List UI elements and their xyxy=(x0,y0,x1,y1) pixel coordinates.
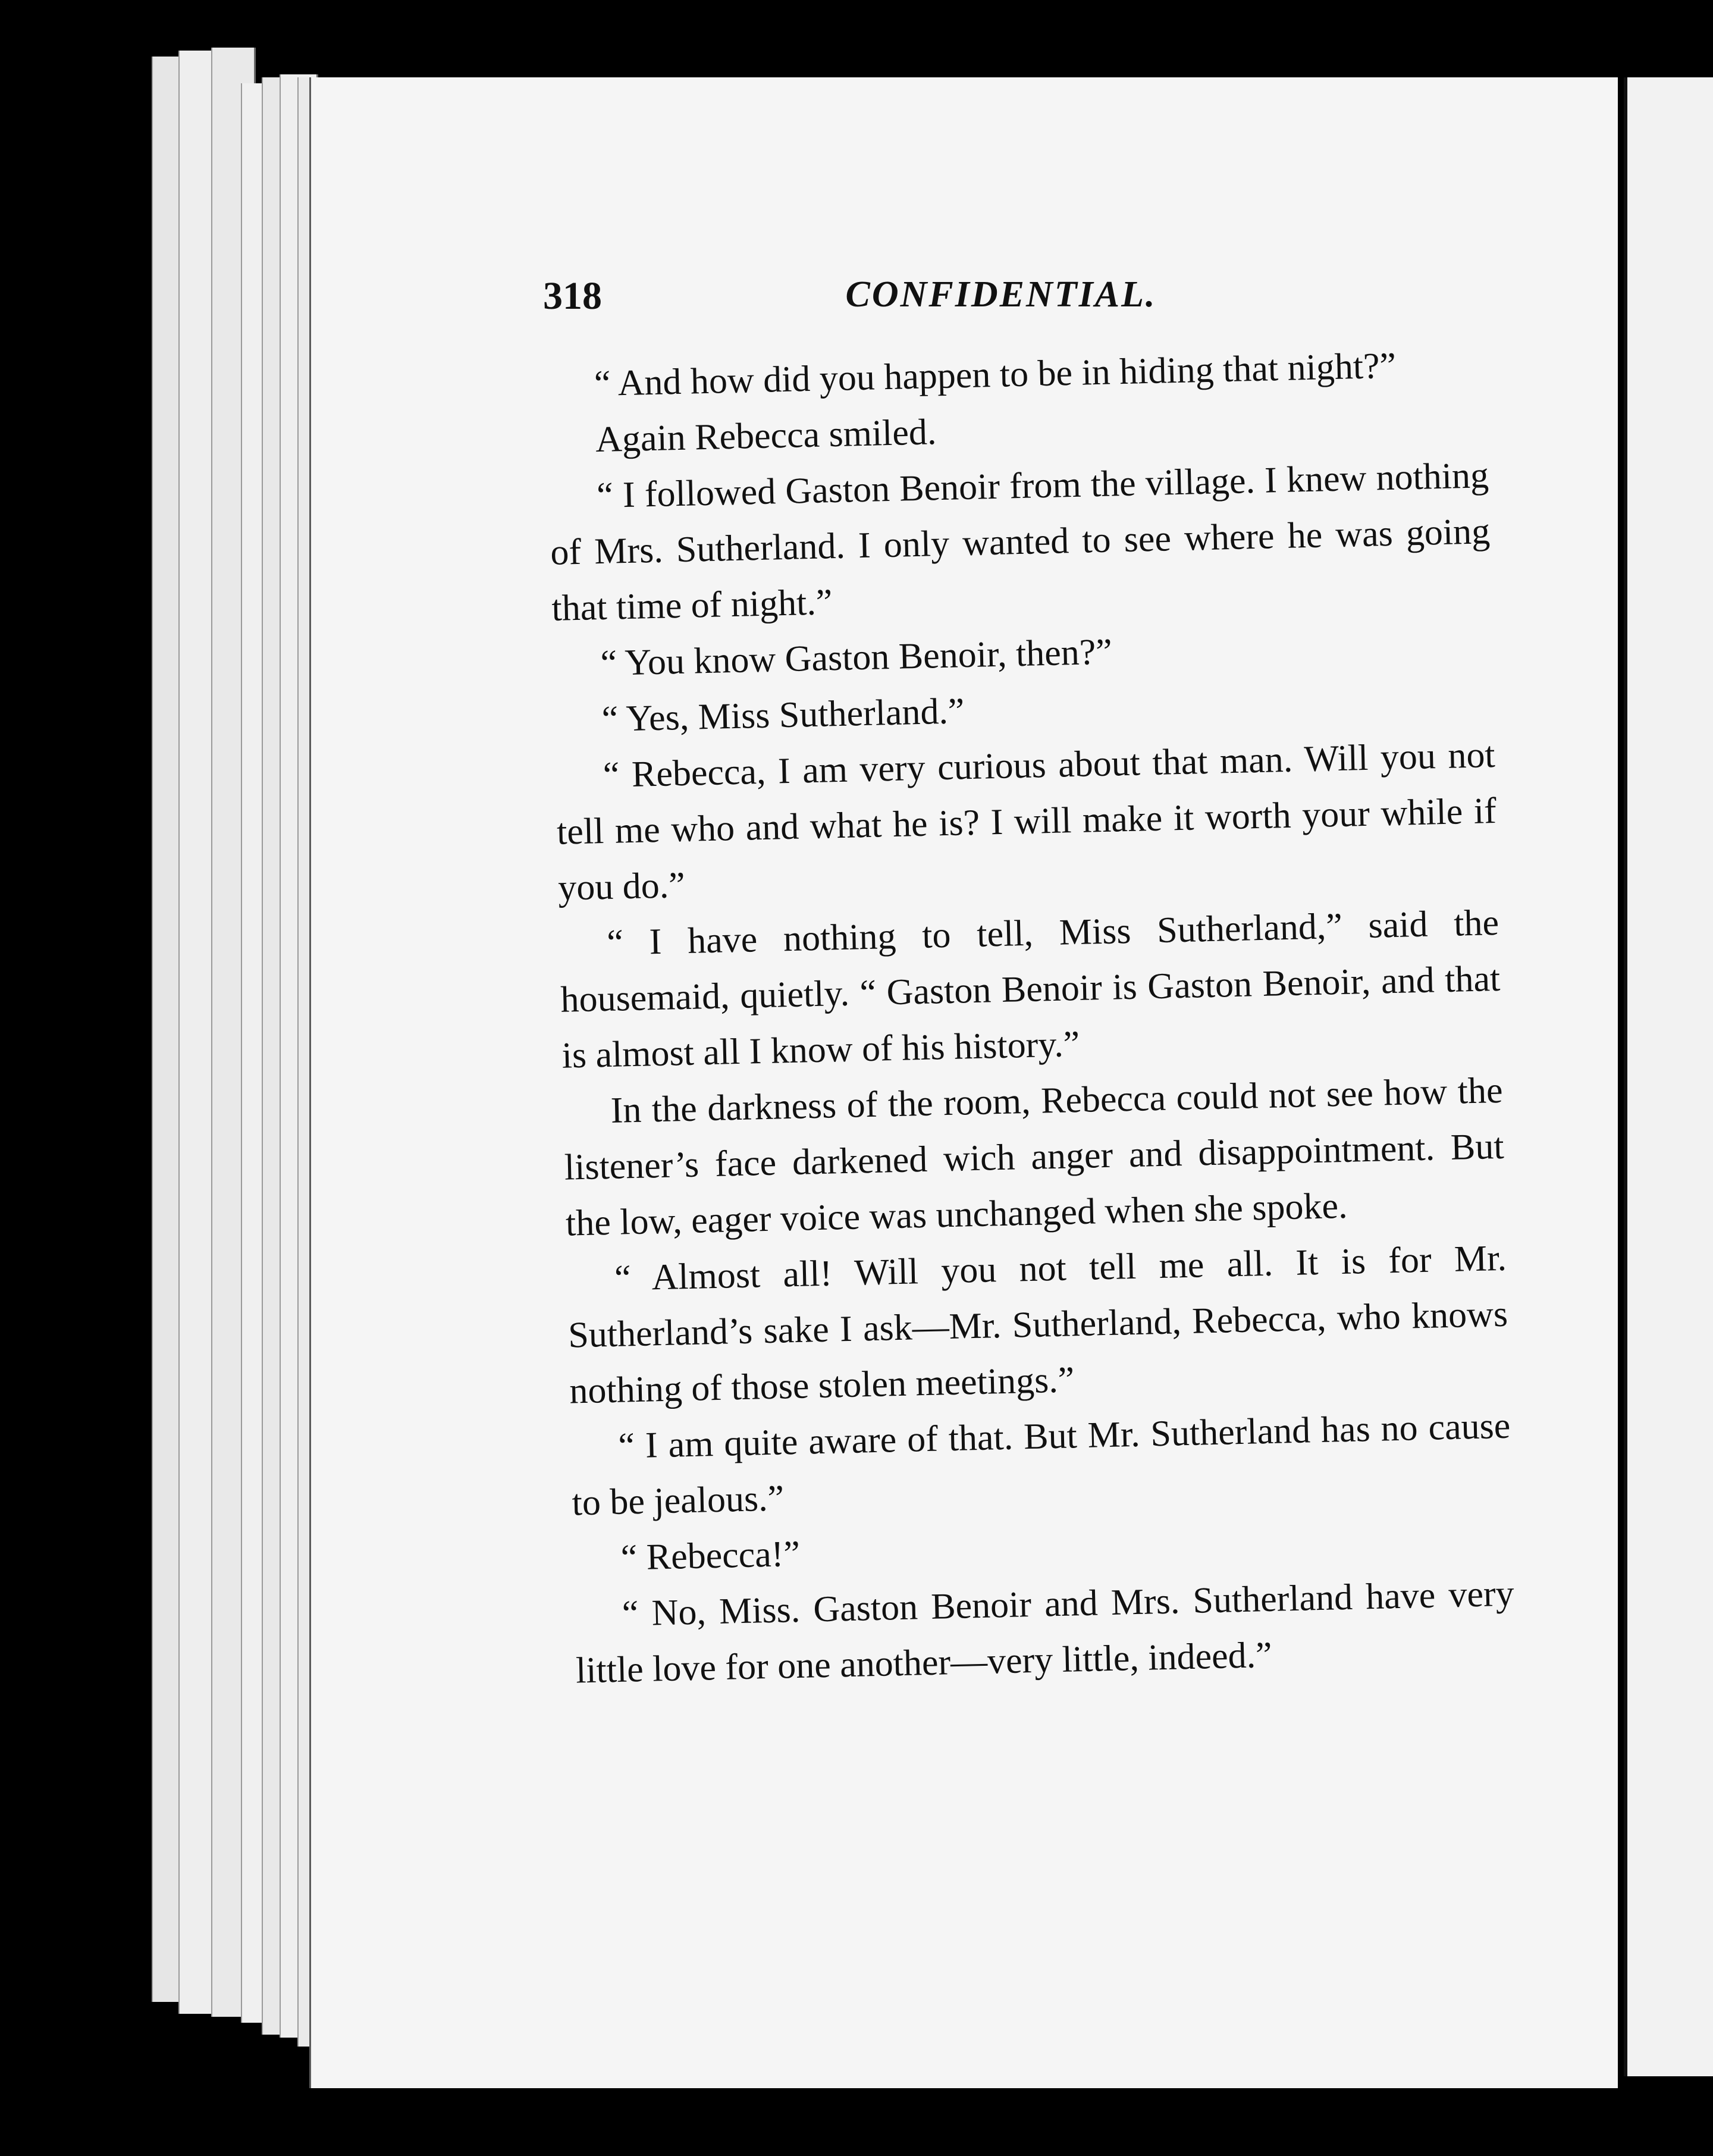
body-text xyxy=(546,336,1516,1699)
paragraph: “ Rebecca!” xyxy=(620,1533,801,1578)
paragraph: “ You know Gaston Benoir, then?” xyxy=(600,631,1113,684)
paragraph: “ I have nothing to tell, Miss Sutherland,” said the housemaid, quietly. “ Gaston Benoir is Gaston Benoir, and that is almost all I know of his history.” xyxy=(560,902,1501,1076)
paragraph: “ And how did you happen to be in hiding that night?” xyxy=(594,345,1397,405)
paragraph: “ I followed Gaston Benoir from the village. I knew nothing of Mrs. Sutherland. I only wanted to see where he was going that time of night.” xyxy=(550,455,1491,629)
page-number: 318 xyxy=(543,274,602,318)
paragraph: “ I am quite aware of that. But Mr. Sutherland has no cause to be jealous.” xyxy=(571,1405,1511,1524)
paragraph: “ Yes, Miss Sutherland.” xyxy=(601,691,965,740)
facing-page-edge xyxy=(1624,77,1713,2076)
paragraph: “ No, Miss. Gaston Benoir and Mrs. Sutherland have very little love for one another—very little, indeed.” xyxy=(575,1573,1515,1691)
paragraph: “ Almost all! Will you not tell me all. It is for Mr. Sutherland’s sake I ask—Mr. Sutherland, Rebecca, who knows nothing of those stolen meetings.” xyxy=(567,1237,1508,1412)
paragraph: Again Rebecca smiled. xyxy=(595,412,937,460)
paragraph: “ Rebecca, I am very curious about that man. Will you not tell me who and what he is? I will make it worth your while if you do.” xyxy=(556,734,1497,908)
paragraph: In the darkness of the room, Rebecca could not see how the listener’s face darkened wich anger and disappointment. But the low, eager voice was unchanged when she spoke. xyxy=(564,1070,1505,1244)
running-title: CONFIDENTIAL. xyxy=(845,274,1157,315)
book-page xyxy=(309,77,1618,2088)
